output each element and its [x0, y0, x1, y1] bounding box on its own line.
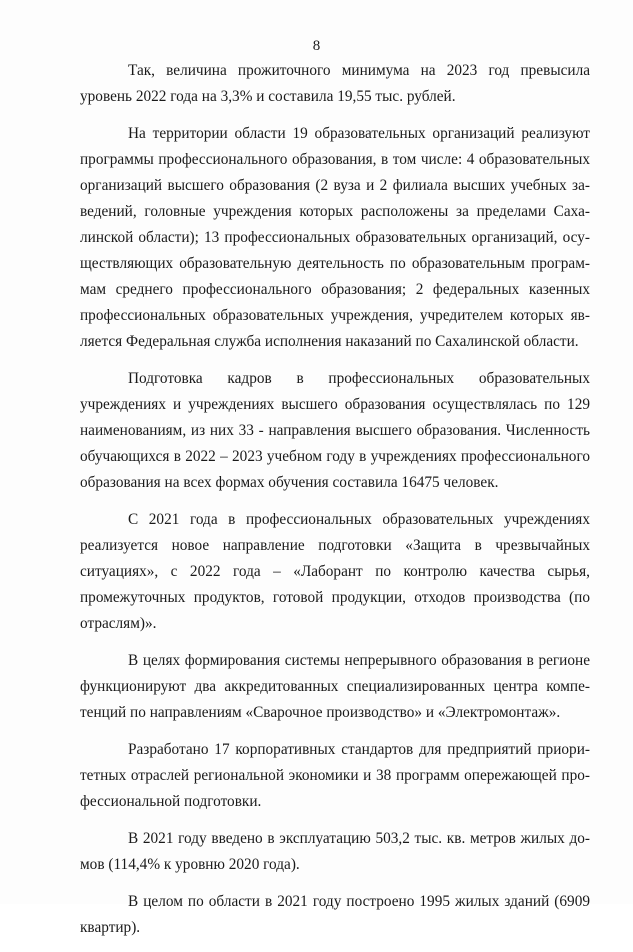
- paragraph-educational-organizations: На территории области 19 образовательных организаций реализуют программы профессионального образования, в том числе: 4 образовательных организаций высшего образования (2 вуза и 2 филиала высших учебных заведений, головные учреждения которых расположены за пределами Сахалинской области); 13 профессиональных образовательных организаций, осуществляющих образовательную деятельность по образовательным программам среднего профессионального образования; 2 федеральных казенных профессиональных образовательных учреждения, учредителем которых является Федеральная служба исполнения наказаний по Сахалинской области.: [80, 125, 590, 350]
- paragraph-subsistence-minimum: Так, величина прожиточного минимума на 2023 год превысила уровень 2022 года на 3,3% и составила 19,55 тыс. рублей.: [80, 62, 590, 105]
- paragraph-staff-training: Подготовка кадров в профессиональных образовательных учреждениях и учреждениях высшего образования осуществлялась по 129 наименованиям, из них 33 - направления высшего образования. Численность обучающихся в 2022 – 2023 учебном году в учреждениях профессионального образования на всех формах обучения составила 16475 человек.: [80, 370, 590, 491]
- paragraph-competence-centers: В целях формирования системы непрерывного образования в регионе функционируют два аккредитованных специализированных центра компетенций по направлениям «Сварочное производство» и «Электромонтаж».: [80, 652, 590, 721]
- paragraph-housing-commissioned: В 2021 году введено в эксплуатацию 503,2 тыс. кв. метров жилых домов (114,4% к уровню 2020 года).: [80, 830, 590, 873]
- paragraph-residential-buildings: В целом по области в 2021 году построено 1995 жилых зданий (6909 квартир).: [80, 893, 590, 936]
- paragraph-new-training-programs: С 2021 года в профессиональных образовательных учреждениях реализуется новое направление подготовки «Защита в чрезвычайных ситуациях», с 2022 года – «Лаборант по контролю качества сырья, промежуточных продуктов, готовой продукции, отходов производства (по отраслям)».: [80, 511, 590, 632]
- page-number: 8: [312, 38, 321, 54]
- paragraph-corporate-standards: Разработано 17 корпоративных стандартов для предприятий приоритетных отраслей региональной экономики и 38 программ опережающей профессиональной подготовки.: [80, 741, 590, 810]
- document-body: [80, 58, 590, 952]
